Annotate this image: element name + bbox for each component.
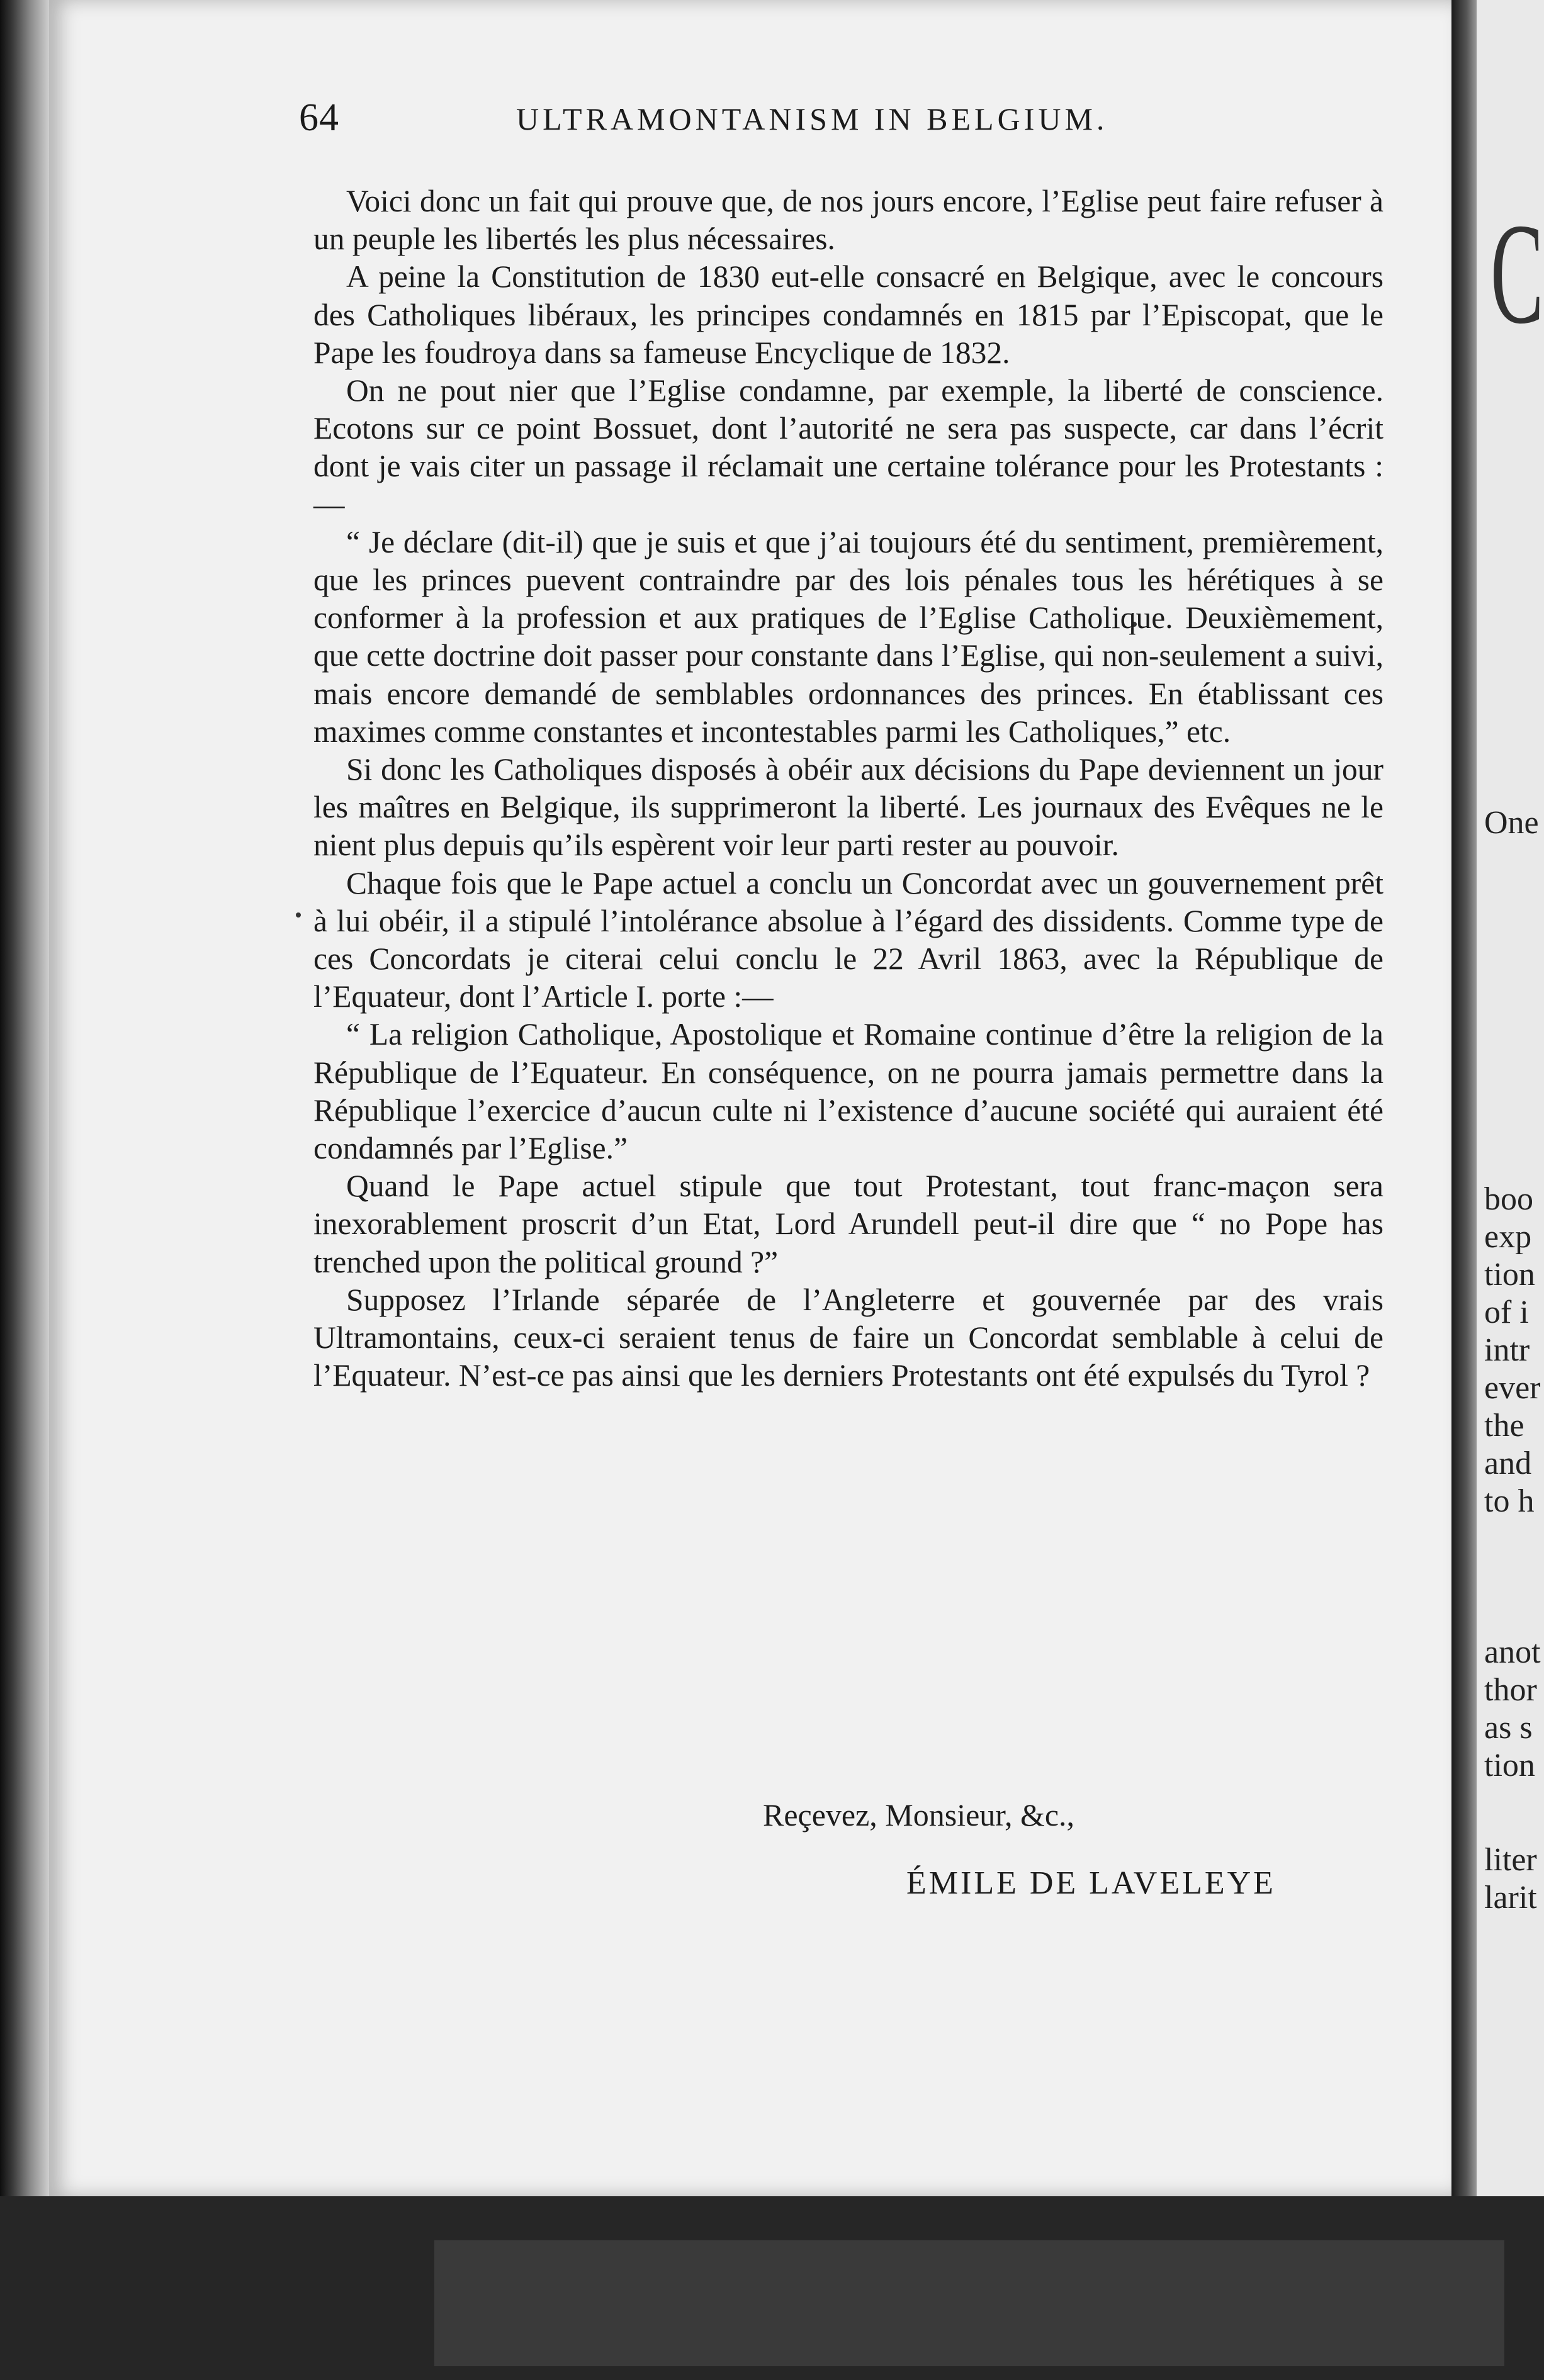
letter-signature: ÉMILE DE LAVELEYE (906, 1865, 1276, 1901)
paragraph: Voici donc un fait qui prouve que, de nos jours encore, l’Eglise peut faire refuser à un peuple les libertés les plus nécessaires. (313, 184, 1383, 257)
next-page-line: anot (1484, 1634, 1541, 1670)
next-page-line: the (1484, 1408, 1524, 1444)
next-page-line: tion (1484, 1748, 1535, 1783)
paragraph: Chaque fois que le Pape actuel a conclu un Concordat avec un gouvernement prêt à lui obéir, il a stipulé l’intolérance absolue à l’égard des dissidents. Comme type de ces Concordats je citerai celui conclu le 22 Avril 1863, avec la République de l’Equateur, dont l’Article I. porte :— (313, 865, 1383, 1014)
paragraph: Quand le Pape actuel stipule que tout Protestant, tout franc-maçon sera inexorablement proscrit d’un Etat, Lord Arundell peut-il dire que “ no Pope has trenched upon the political ground ?” (313, 1169, 1383, 1279)
quotation-paragraph: “ La religion Catholique, Apostolique et Romaine continue d’être la religion de la République de l’Equateur. En conséquence, on ne pourra jamais permettre dans la République l’exercice d’aucun culte ni l’existence d’aucune société qui auraient été condamnés par l’Eglise.” (313, 1017, 1383, 1166)
next-page-line: larit (1484, 1880, 1537, 1916)
next-page-line: tion (1484, 1257, 1535, 1293)
next-page-line: as s (1484, 1710, 1533, 1746)
next-page-line: to h (1484, 1483, 1535, 1519)
paragraph: On ne pout nier que l’Eglise condamne, par exemple, la liberté de conscience. Ecotons sur ce point Bossuet, dont l’autorité ne sera pas suspecte, car dans l’écrit dont je vais citer un passage il réclamait une certaine tolérance pour les Protestants :— (313, 373, 1383, 522)
next-page-line: One (1484, 805, 1539, 841)
ink-speck (296, 912, 301, 918)
page-number: 64 (299, 96, 339, 139)
running-head: ULTRAMONTANISM IN BELGIUM. (516, 101, 1108, 137)
next-page-line: exp (1484, 1219, 1532, 1255)
quotation-paragraph: “ Je déclare (dit-il) que je suis et que j’ai toujours été du sentiment, premièrement, que les princes puevent contraindre par des lois pénales tous les hérétiques à se conformer à la profession et aux pratiques de l’Eglise Catholique. Deuxièmement, que cette doctrine doit passer pour constante dans l’Eglise, qui non-seulement a suivi, mais encore demandé de semblables ordonnances des princes. En établissant ces maximes comme constantes et incontestables parmi les Catholiques,” etc. (313, 524, 1383, 749)
book-gutter (0, 0, 49, 2380)
next-page-line: intr (1484, 1332, 1530, 1368)
scanner-shadow (434, 2240, 1504, 2366)
next-page-line: and (1484, 1445, 1532, 1481)
next-page-line: of i (1484, 1294, 1529, 1330)
next-page-line: thor (1484, 1672, 1537, 1708)
next-page-line: boo (1484, 1181, 1533, 1217)
paragraph: A peine la Constitution de 1830 eut-elle consacré en Belgique, avec le concours des Catholiques libéraux, les principes condamnés en 1815 par l’Episcopat, que le Pape les foudroya dans sa fameuse Encyclique de 1832. (313, 259, 1383, 370)
next-page-fragment (1477, 0, 1544, 2196)
next-page-line: ever (1484, 1370, 1541, 1406)
next-page-line: liter (1484, 1842, 1537, 1878)
paragraph: Supposez l’Irlande séparée de l’Angleterre et gouvernée par des vrais Ultramontains, ceux-ci seraient tenus de faire un Concordat semblable à celui de l’Equateur. N’est-ce pas ainsi que les derniers Protestants ont été expulsés du Tyrol ? (313, 1282, 1383, 1393)
next-page-initial: C (1490, 193, 1544, 354)
letter-closing: Reçevez, Monsieur, &c., (763, 1797, 1075, 1833)
next-page-edge (1451, 0, 1477, 2196)
body-text (313, 182, 1383, 1395)
paragraph: Si donc les Catholiques disposés à obéir aux décisions du Pape deviennent un jour les maîtres en Belgique, ils supprimeront la liberté. Les journaux des Evêques ne le nient plus depuis qu’ils espèrent voir leur parti rester au pouvoir. (313, 752, 1383, 863)
